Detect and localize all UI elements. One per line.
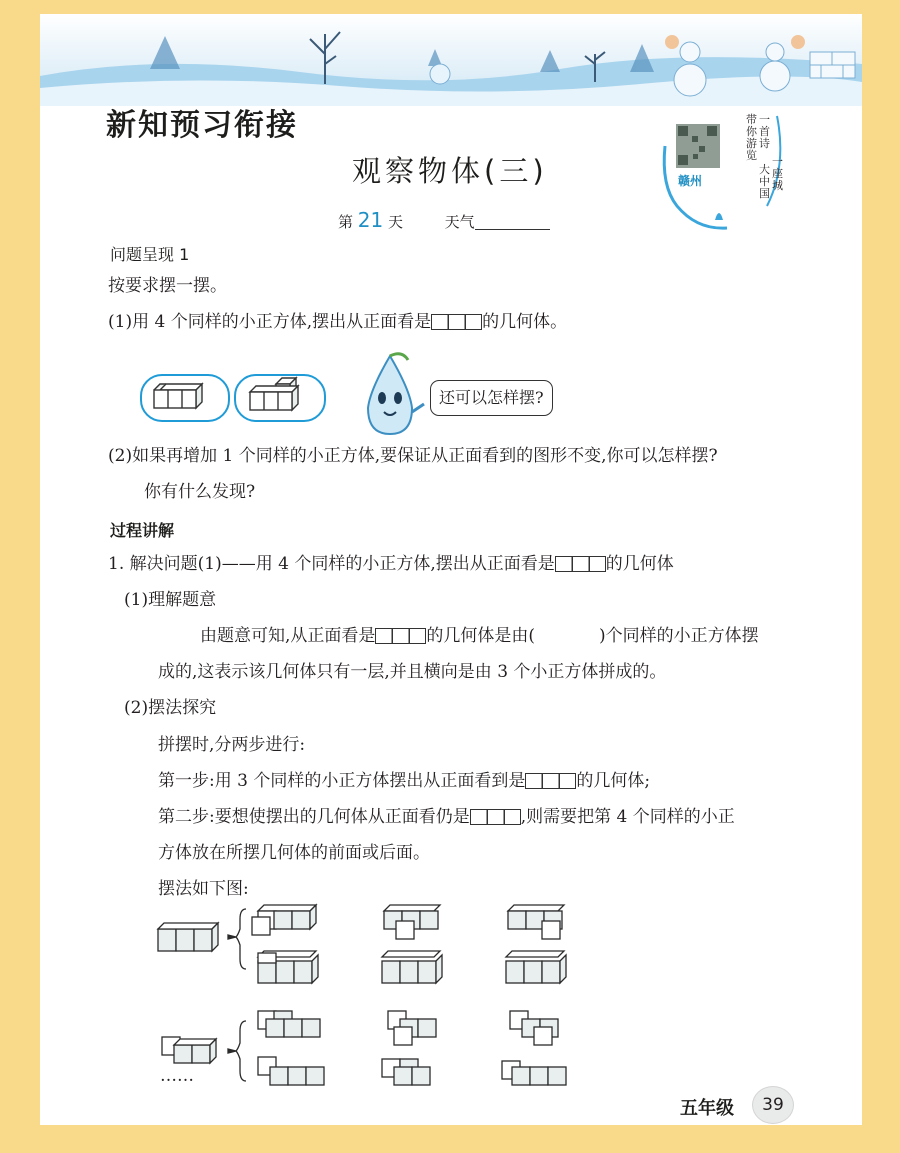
row2-variant-top-2 — [388, 1011, 436, 1045]
qr-city: 赣州 — [678, 174, 703, 188]
qr-slogan-col2: 带你游览 — [746, 113, 757, 162]
sub1-text-mid: 的几何体是由( — [426, 626, 536, 646]
item1-text-before: 1. 解决问题(1)——用 4 个同样的小正方体,摆出从正面看是 — [108, 554, 555, 574]
process-item1 — [108, 554, 674, 574]
sub2-paragraph: 拼摆时,分两步进行: — [158, 735, 306, 755]
problem-q1 — [108, 312, 567, 332]
front-view-three-squares-icon — [525, 773, 576, 789]
step2-line1 — [158, 807, 735, 827]
front-view-three-squares-icon — [555, 556, 606, 572]
row1-variant-bottom-3 — [506, 951, 566, 983]
cube-arrangement-1-icon — [142, 376, 228, 420]
section-title: 新知预习衔接 — [106, 108, 298, 143]
day-number: 21 — [357, 208, 384, 232]
grade-label: 五年级 — [680, 1098, 734, 1119]
example-arrangement-1 — [140, 374, 230, 422]
sub1-heading: (1)理解题意 — [124, 590, 217, 610]
step2-text-before: 第二步:要想使摆出的几何体从正面看仍是 — [158, 807, 470, 827]
qr-slogan-col1: 一首诗 — [759, 113, 770, 150]
day-prefix: 第 — [338, 213, 354, 231]
example-arrangement-2 — [234, 374, 326, 422]
sub1-text-before: 由题意可知,从正面看是 — [200, 626, 376, 646]
row2-variant-bottom-3 — [502, 1061, 566, 1085]
problem-intro: 按要求摆一摆。 — [108, 276, 227, 296]
front-view-three-squares-icon — [470, 809, 521, 825]
problem-q2-line1: (2)如果再增加 1 个同样的小正方体,要保证从正面看到的图形不变,你可以怎样摆? — [108, 446, 718, 466]
weather-blank[interactable] — [475, 213, 550, 230]
front-view-three-squares-icon — [375, 628, 426, 644]
water-drop-mascot-icon — [352, 350, 428, 440]
row1-variant-bottom-1 — [258, 951, 318, 983]
page-number: 39 — [752, 1086, 794, 1124]
sub1-paragraph-line1 — [200, 626, 759, 646]
sub2-heading: (2)摆法探究 — [124, 698, 217, 718]
day-suffix: 天 — [388, 213, 404, 231]
qr-card[interactable] — [657, 106, 789, 238]
workbook-page — [40, 14, 862, 1125]
step2-line2: 方体放在所摆几何体的前面或后面。 — [158, 843, 430, 863]
sub1-text-after: )个同样的小正方体摆 — [599, 626, 759, 646]
row1-base-cubes — [158, 923, 218, 951]
step1-line — [158, 771, 650, 791]
process-heading: 过程讲解 — [110, 521, 175, 540]
weather-label: 天气 — [444, 213, 475, 231]
row1-variant-top-2 — [384, 905, 440, 939]
problem-heading: 问题呈现 1 — [110, 245, 190, 264]
sub1-paragraph-line2: 成的,这表示该几何体只有一层,并且横向是由 3 个小正方体拼成的。 — [158, 662, 667, 682]
row2-variant-bottom-1 — [258, 1057, 324, 1085]
item1-text-after: 的几何体 — [605, 554, 674, 574]
row2-variant-top-1 — [258, 1011, 320, 1037]
day-weather-line — [338, 210, 550, 232]
q1-text-after: 的几何体。 — [482, 312, 568, 332]
problem-q2-line2: 你有什么发现? — [144, 482, 256, 502]
mascot-speech-bubble: 还可以怎样摆? — [430, 380, 553, 416]
cube-arrangements-figure — [150, 899, 570, 1089]
front-view-three-squares-icon — [431, 314, 482, 330]
step2-text-after: ,则需要把第 4 个同样的小正 — [520, 807, 735, 827]
qr-slogan-col4: 大中国 — [759, 163, 770, 200]
step1-text-after: 的几何体; — [576, 771, 651, 791]
figure-caption: 摆法如下图: — [158, 879, 249, 899]
step1-text-before: 第一步:用 3 个同样的小正方体摆出从正面看到是 — [158, 771, 526, 791]
cube-arrangement-2-icon — [236, 376, 324, 420]
row2-variant-bottom-2 — [382, 1059, 430, 1085]
row2-base-cubes — [162, 1037, 216, 1063]
row1-variant-top-1 — [252, 905, 316, 935]
row1-variant-bottom-2 — [382, 951, 442, 983]
row1-variant-top-3 — [508, 905, 564, 939]
winter-scene-banner — [40, 14, 862, 106]
row2-variant-top-3 — [510, 1011, 558, 1045]
figure-ellipsis: …… — [160, 1066, 194, 1086]
q1-text-before: (1)用 4 个同样的小正方体,摆出从正面看是 — [108, 312, 432, 332]
lesson-title: 观察物体(三) — [352, 154, 548, 188]
qr-slogan-col3: 一座城 — [772, 155, 783, 192]
